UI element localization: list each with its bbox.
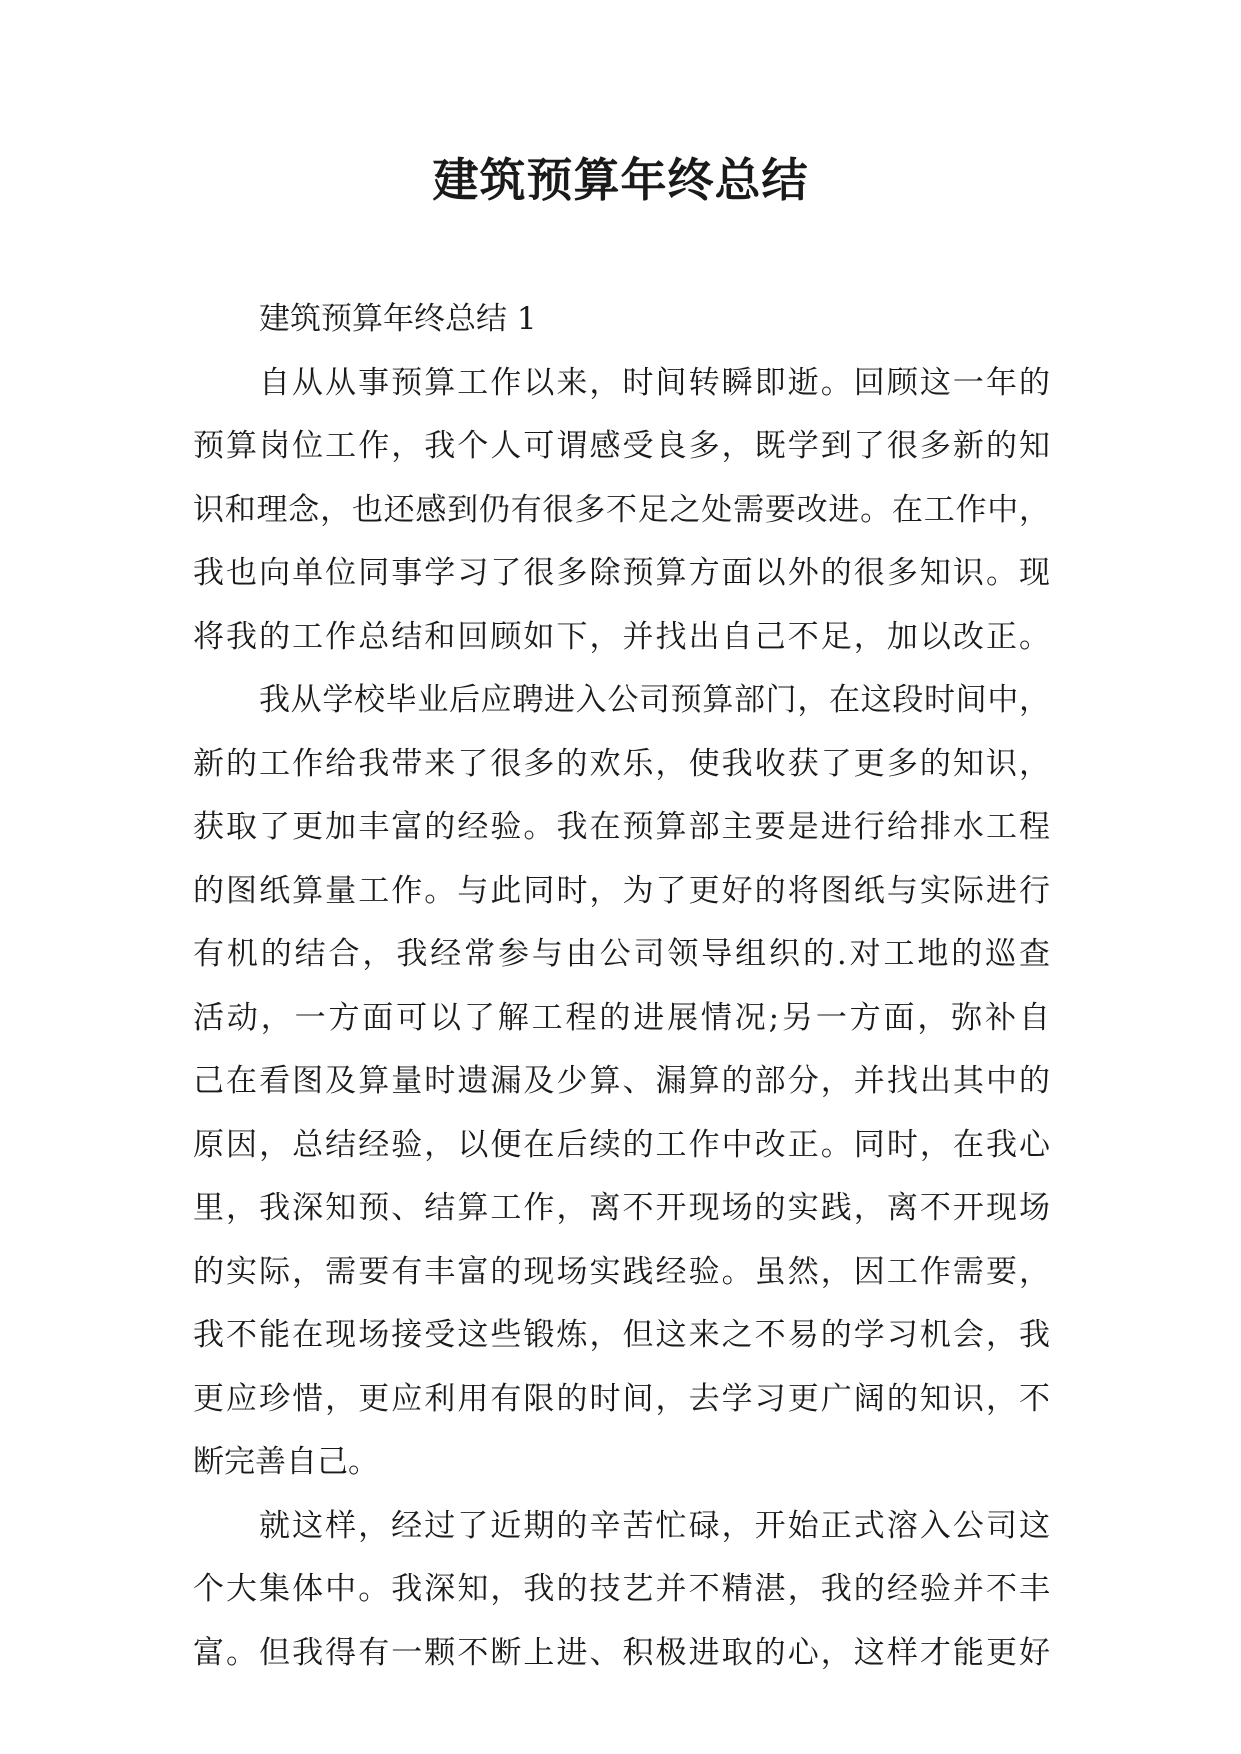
paragraph-line: 的图纸算量工作。与此同时，为了更好的将图纸与实际进行: [193, 872, 1050, 909]
paragraph-line: 新的工作给我带来了很多的欢乐，使我收获了更多的知识，: [193, 745, 1050, 782]
paragraph-line: 断完善自己。: [193, 1444, 379, 1480]
paragraph-line: 活动，一方面可以了解工程的进展情况;另一方面，弥补自: [193, 999, 1050, 1036]
paragraph-line: 里，我深知预、结算工作，离不开现场的实践，离不开现场: [193, 1190, 1050, 1226]
paragraph-line: 的实际，需要有丰富的现场实践经验。虽然，因工作需要，: [193, 1253, 1050, 1290]
paragraph-line: 获取了更加丰富的经验。我在预算部主要是进行给排水工程: [193, 809, 1050, 845]
paragraph-line: 原因，总结经验，以便在后续的工作中改正。同时，在我心: [193, 1126, 1050, 1163]
section-heading: 建筑预算年终总结 1: [259, 301, 537, 337]
paragraph-line: 预算岗位工作，我个人可谓感受良多，既学到了很多新的知: [193, 428, 1050, 464]
document-title: 建筑预算年终总结: [432, 153, 809, 207]
paragraph-line: 就这样，经过了近期的辛苦忙碌，开始正式溶入公司这: [259, 1507, 1050, 1544]
paragraph-line: 我不能在现场接受这些锻炼，但这来之不易的学习机会，我: [193, 1317, 1050, 1353]
paragraph-line: 我也向单位同事学习了很多除预算方面以外的很多知识。现: [193, 555, 1050, 591]
paragraph-line: 更应珍惜，更应利用有限的时间，去学习更广阔的知识，不: [193, 1380, 1050, 1417]
paragraph-line: 我从学校毕业后应聘进入公司预算部门，在这段时间中，: [259, 682, 1050, 718]
paragraph-line: 自从从事预算工作以来，时间转瞬即逝。回顾这一年的: [259, 364, 1050, 401]
paragraph-line: 将我的工作总结和回顾如下，并找出自己不足，加以改正。: [193, 618, 1050, 655]
paragraph-line: 富。但我得有一颗不断上进、积极进取的心，这样才能更好: [193, 1634, 1050, 1671]
document-body: [193, 288, 1050, 1685]
paragraph-line: 个大集体中。我深知，我的技艺并不精湛，我的经验并不丰: [193, 1571, 1050, 1607]
paragraph-line: 有机的结合，我经常参与由公司领导组织的.对工地的巡查: [193, 936, 1050, 972]
paragraph-line: 识和理念，也还感到仍有很多不足之处需要改进。在工作中，: [193, 491, 1050, 528]
paragraph-line: 己在看图及算量时遗漏及少算、漏算的部分，并找出其中的: [193, 1063, 1050, 1099]
